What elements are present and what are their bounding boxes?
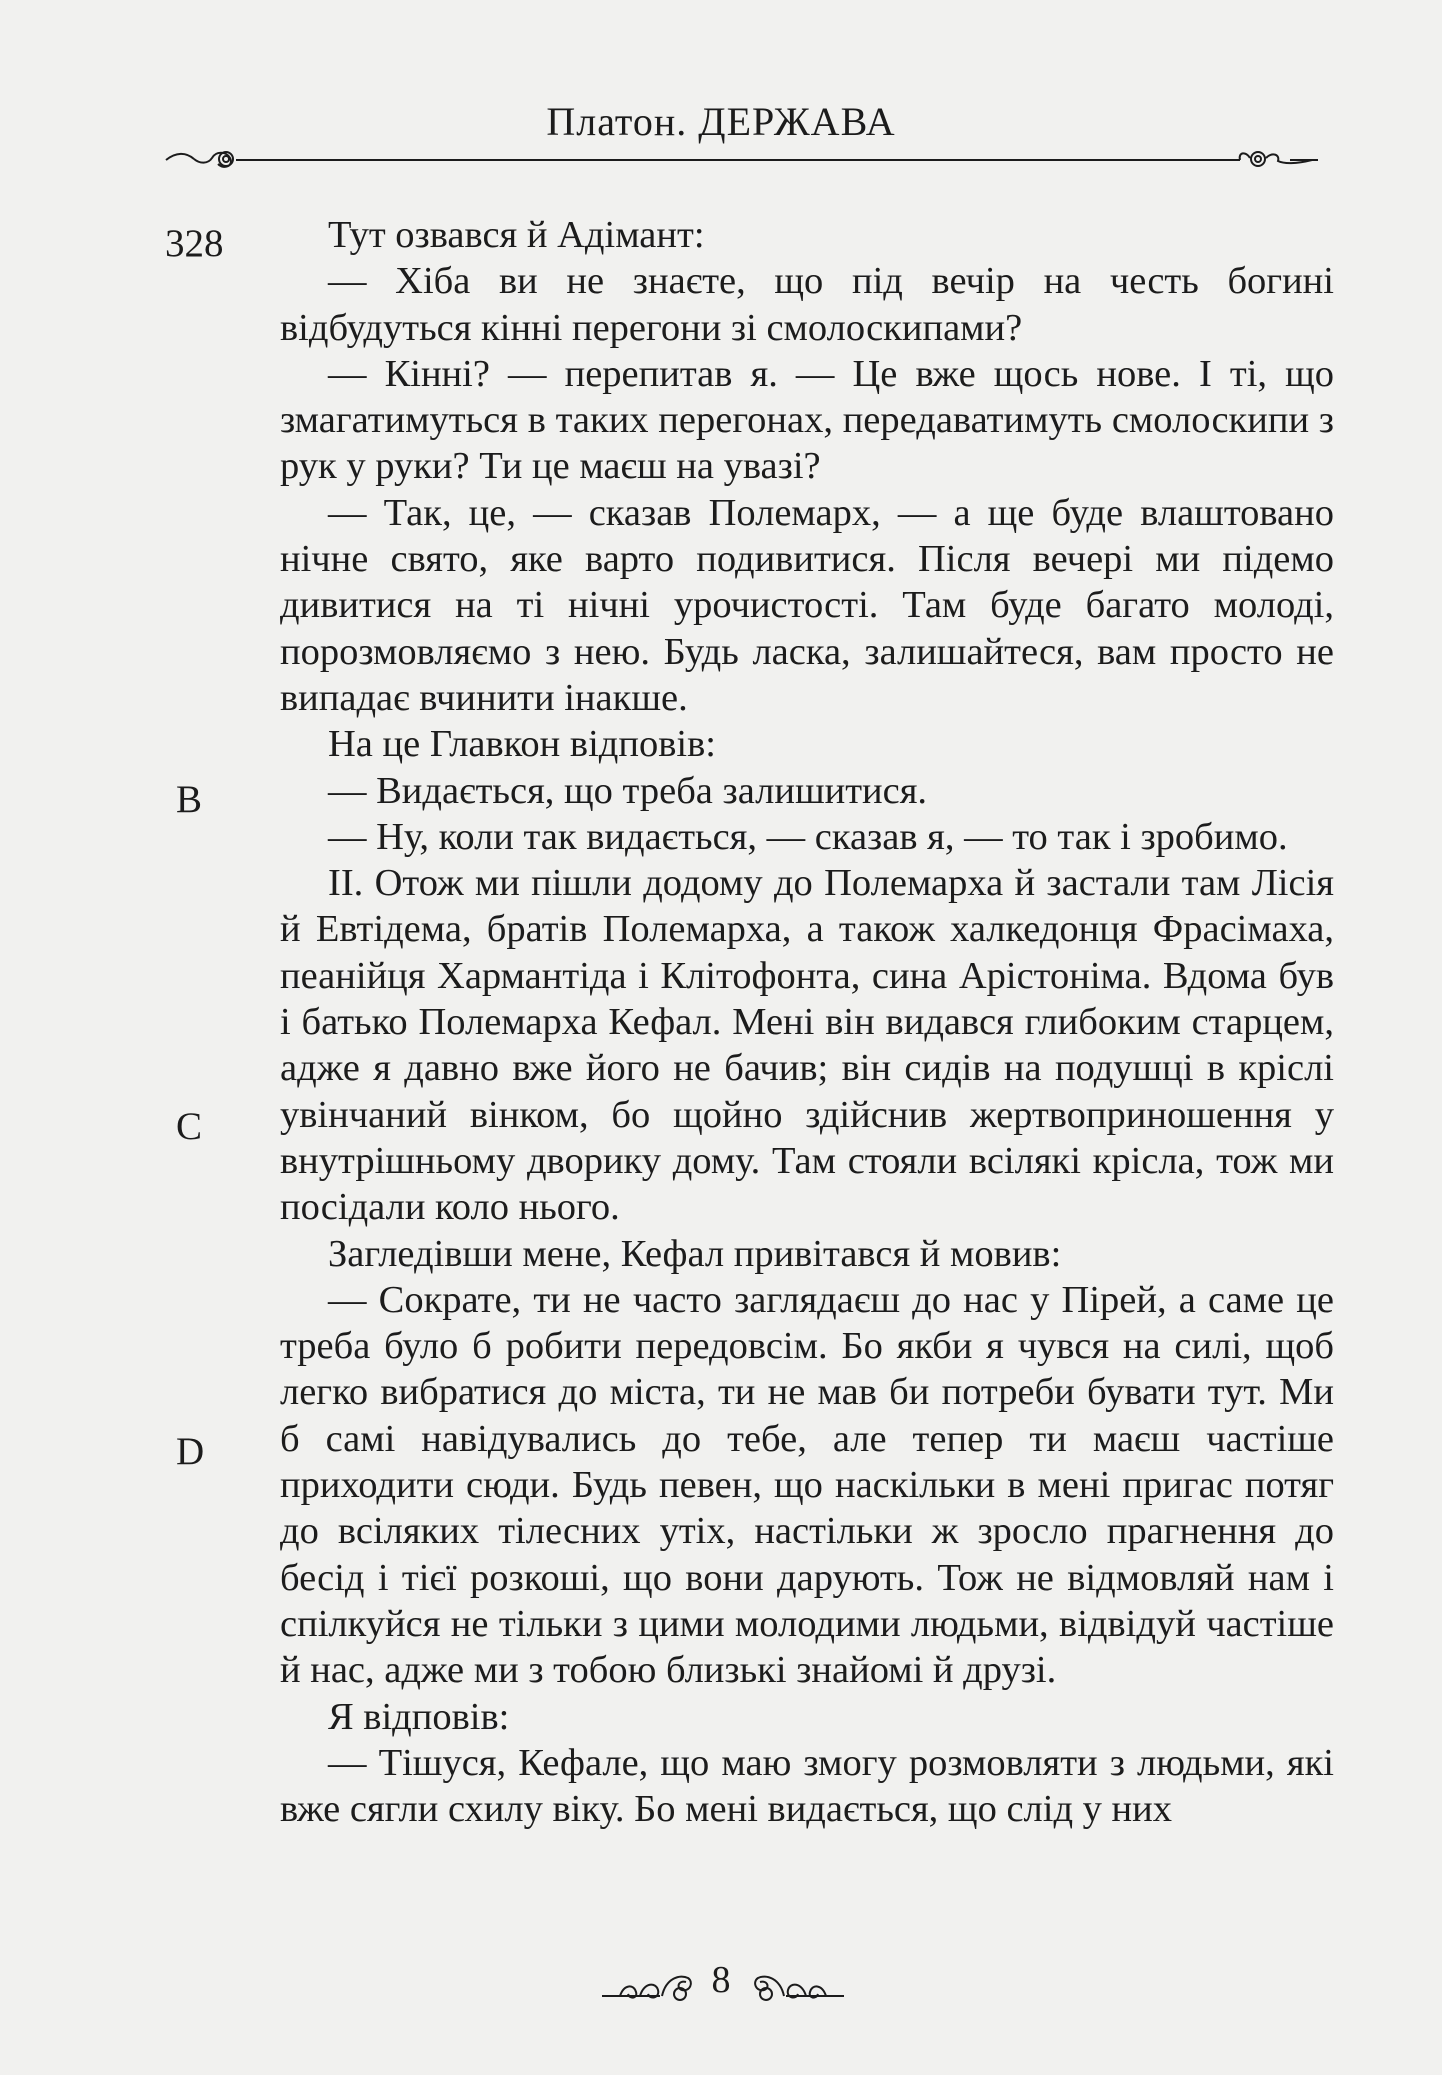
paragraph: II. Отож ми пішли додому до Полемарха й застали там Лісія й Евтідема, братів Полемарха, а також халкедонця Фрасімаха, пеанійця Хармантіда і Клітофонта, сина Арістоніма. Вдома був і батько Полемарха Кефал. Мені він видався глибоким старцем, адже я давно вже його не бачив; він сидів на подушці в кріслі увінчаний вінком, бо щойно здійснив жертвоприношення у внутрішньому дворику дому. Там стояли всілякі крісла, тож ми посідали коло нього. xyxy=(280,862,1334,1229)
left-folio-ornament-icon xyxy=(600,1966,696,2006)
margin-section-marker-c: C xyxy=(176,1105,203,1148)
paragraph: Я відповів: xyxy=(328,1695,510,1738)
paragraph: — Сократе, ти не часто заглядаєш до нас у Пірей, а саме це треба було б робити передовсім. Бо якби я чувся на силі, щоб легко вибратися до міста, ти не мав би потреби бувати тут. Ми б самі навідувались до тебе, але тепер ти маєш частіше приходити сюди. Будь певен, що наскільки в мені пригас потяг до всіляких тілесних утіх, настільки ж зросло прагнення до бесід і тієї розкоші, що вони дарують. Тож не відмовляй нам і спілкуйся не тільки з цими молодими людьми, відвідуй частіше й нас, адже ми з тобою близькі знайомі й друзі. xyxy=(280,1278,1334,1692)
running-title: Платон. ДЕРЖАВА xyxy=(546,99,896,144)
paragraph: На це Главкон відповів: xyxy=(328,723,716,766)
paragraph: — Хіба ви не знаєте, що під вечір на честь богині відбудуться кінні перегони зі смолоскипами? xyxy=(280,260,1334,349)
paragraph: Загледівши мене, Кефал привітався й мовив: xyxy=(328,1232,1062,1275)
margin-section-marker-d: D xyxy=(176,1430,205,1473)
paragraph: — Кінні? — перепитав я. — Це вже щось нове. І ті, що змагатимуться в таких перегонах, передаватимуть смолоскипи з рук у руки? Ти це маєш на увазі? xyxy=(280,352,1334,488)
margin-page-reference: 328 xyxy=(165,222,224,265)
paragraph: Тут озвався й Адімант: xyxy=(328,214,705,256)
paragraph: — Тішуся, Кефале, що маю змогу розмовляти з людьми, які вже сягли схилу віку. Бо мені видається, що слід у них xyxy=(280,1741,1334,1831)
right-folio-ornament-icon xyxy=(750,1966,846,2006)
margin-section-marker-b: B xyxy=(176,778,203,821)
page-number: 8 xyxy=(711,1959,731,2001)
page-footer xyxy=(560,1958,882,2018)
body-text xyxy=(280,212,1334,1832)
header-ornament-rule xyxy=(160,142,1320,178)
paragraph: — Так, це, — сказав Полемарх, — а ще буде влаштовано нічне свято, яке варто подивитися. Після вечері ми підемо дивитися на ті нічні урочистості. Там буде багато молоді, порозмовляємо з нею. Будь ласка, залишайтеся, вам просто не випадає вчинити інакше. xyxy=(280,491,1334,719)
paragraph: — Видається, що треба залишитися. xyxy=(328,769,928,812)
paragraph: — Ну, коли так видається, — сказав я, — то так і зробимо. xyxy=(328,815,1288,858)
